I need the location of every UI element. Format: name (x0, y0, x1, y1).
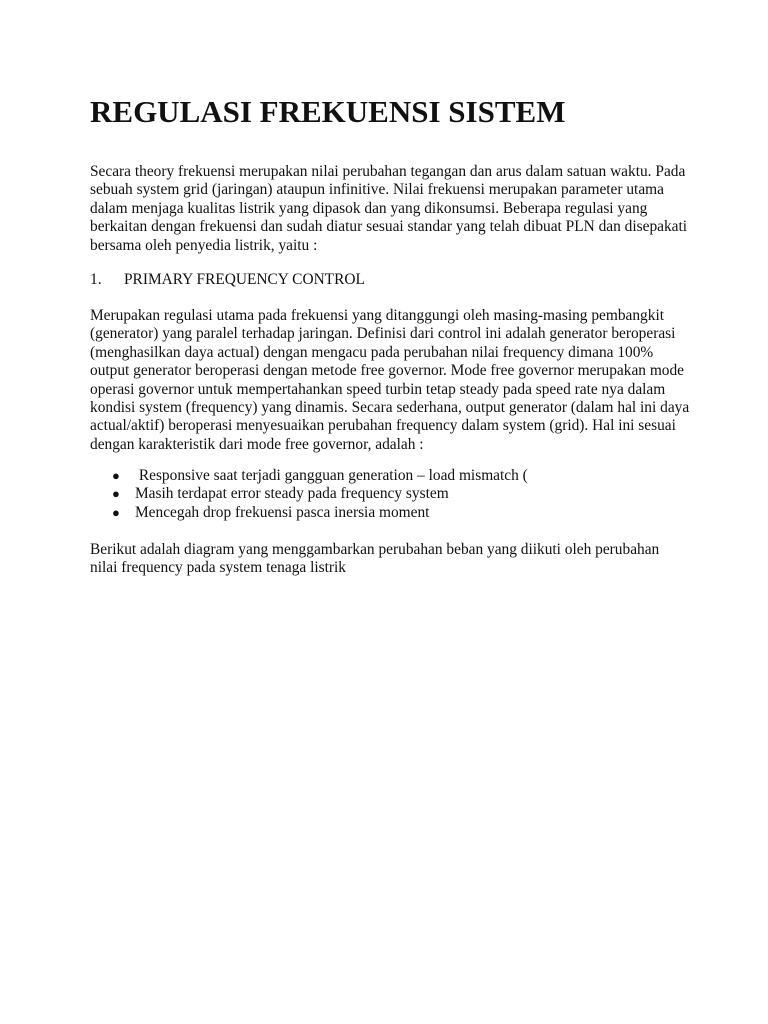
list-item (90, 467, 528, 485)
list-item-text: Masih terdapat error steady pada frequency system (135, 485, 449, 503)
section-number: 1. (90, 271, 102, 288)
bullet-icon: ● (112, 468, 120, 483)
body-line: output generator beroperasi dengan metode free governor. Mode free governor merupakan mode (90, 362, 685, 380)
list-item (90, 485, 528, 503)
intro-line: bersama oleh penyedia listrik, yaitu : (90, 236, 318, 254)
intro-line: sebuah system grid (jaringan) ataupun infinitive. Nilai frekuensi merupakan parameter utama (90, 181, 664, 199)
closing-line: nilai frequency pada system tenaga listrik (90, 559, 346, 577)
body-paragraph (90, 307, 690, 454)
list-item-text: Mencegah drop frekuensi pasca inersia moment (135, 503, 430, 521)
intro-paragraph (90, 163, 690, 255)
list-item (90, 504, 528, 522)
bullet-list (90, 467, 528, 522)
list-item-text: Responsive saat terjadi gangguan generation – load mismatch ( (135, 467, 528, 484)
document-title: REGULASI FREKUENSI SISTEM (90, 94, 566, 129)
body-line: dengan karakteristik dari mode free governor, adalah : (90, 435, 424, 453)
body-line: actual/aktif) beroperasi menyesuaikan perubahan frequency dalam system (grid). Hal ini sesuai (90, 417, 676, 435)
intro-line: berkaitan dengan frekuensi dan sudah diatur sesuai standar yang telah dibuat PLN dan disepakati (90, 218, 688, 236)
intro-line: dalam menjaga kualitas listrik yang dipasok dan yang dikonsumsi. Beberapa regulasi yang (90, 199, 648, 217)
section-heading-text: PRIMARY FREQUENCY CONTROL (124, 271, 365, 288)
bullet-icon: ● (112, 486, 120, 502)
section-heading (90, 271, 365, 289)
body-line: (menghasilkan daya actual) dengan mengacu pada perubahan nilai frequency dimana 100% (90, 343, 654, 361)
body-line: Merupakan regulasi utama pada frekuensi yang ditanggungi oleh masing-masing pembangkit (90, 307, 664, 324)
body-line: (generator) yang paralel terhadap jaringan. Definisi dari control ini adalah generator beroperasi (90, 325, 676, 343)
body-line: operasi governor untuk mempertahankan speed turbin tetap steady pada speed rate nya dalam (90, 380, 666, 398)
intro-line: Secara theory frekuensi merupakan nilai perubahan tegangan dan arus dalam satuan waktu. Pada (90, 163, 686, 180)
body-line: kondisi system (frequency) yang dinamis. Secara sederhana, output generator (dalam hal ini daya (90, 399, 690, 417)
closing-line: Berikut adalah diagram yang menggambarkan perubahan beban yang diikuti oleh perubahan (90, 541, 660, 558)
closing-paragraph (90, 541, 690, 578)
bullet-icon: ● (112, 504, 120, 520)
